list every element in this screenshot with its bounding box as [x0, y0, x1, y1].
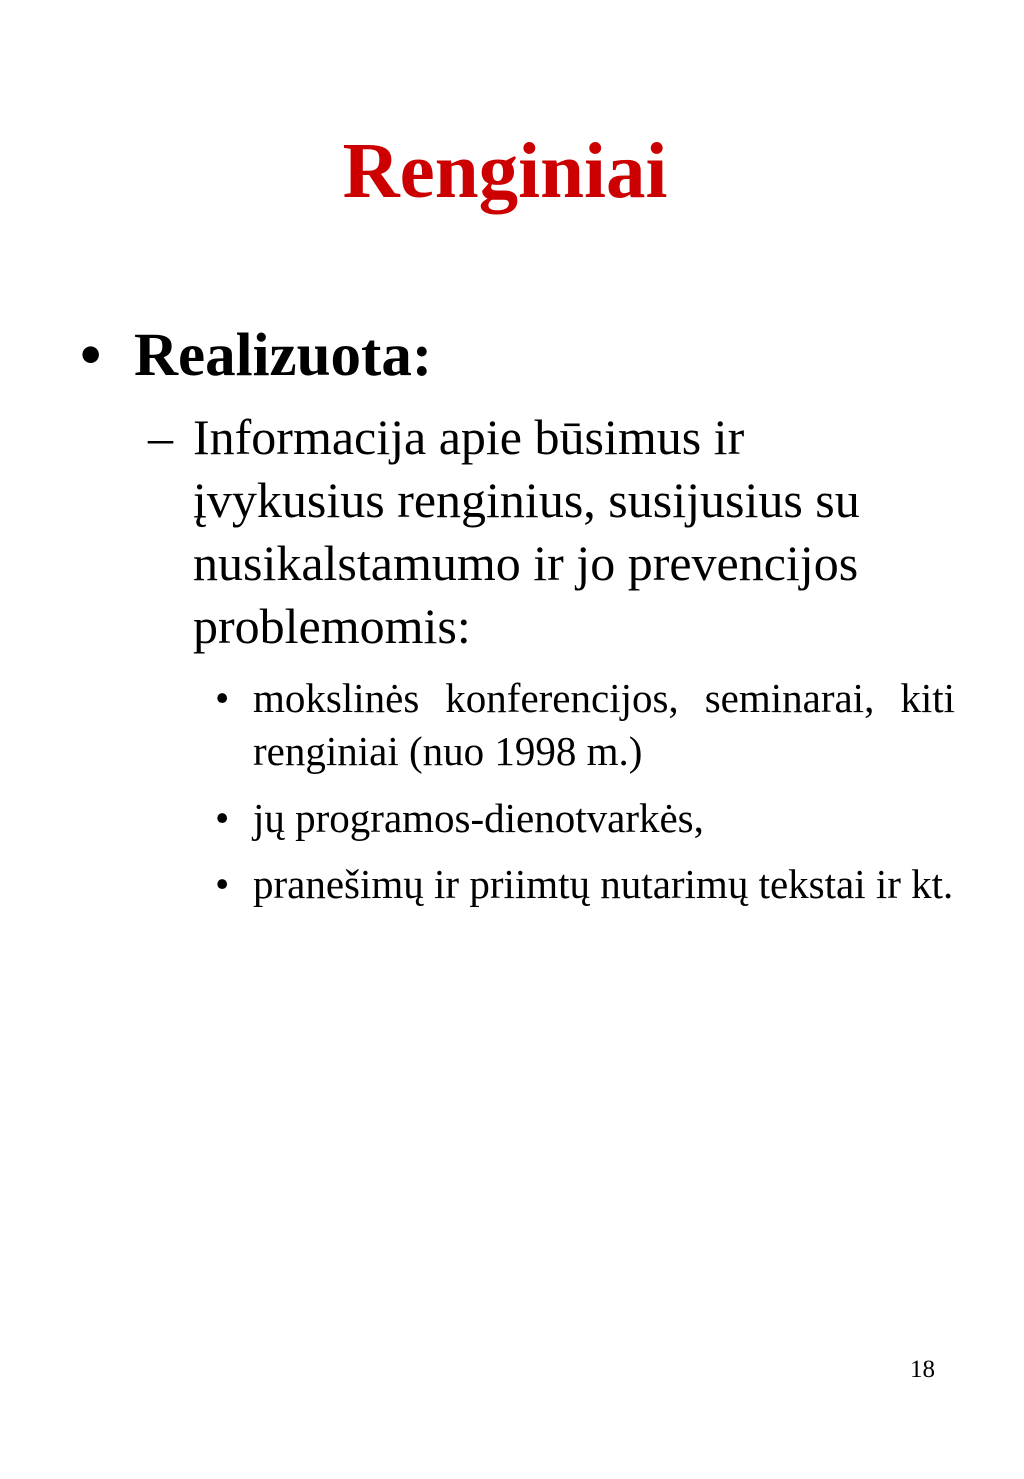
sub-bullet-text: Informacija apie būsimus ir įvykusius renginius, susijusius su nusikalstamumo ir jo prevencijos problemomis:	[193, 409, 860, 654]
bullet-text: Realizuota:	[134, 322, 433, 389]
slide-title: Renginiai	[342, 128, 668, 215]
list-item	[215, 672, 955, 778]
bullet-glyph: •	[215, 861, 230, 907]
list-item	[215, 858, 955, 911]
bullet-glyph: •	[215, 795, 230, 841]
list-item-text: jų programos-dienotvarkės,	[253, 795, 704, 841]
dash-glyph: –	[148, 409, 173, 465]
bullet-glyph: •	[215, 675, 230, 721]
sub-bullet-informacija	[148, 406, 948, 658]
bullet-glyph: •	[80, 322, 102, 389]
list-item-text: pranešimų ir priimtų nutarimų tekstai ir kt.	[253, 861, 954, 907]
page-number: 18	[910, 1356, 935, 1383]
list-item	[215, 792, 955, 845]
list-item-text: mokslinės konferencijos, seminarai, kiti renginiai (nuo 1998 m.)	[253, 675, 955, 774]
